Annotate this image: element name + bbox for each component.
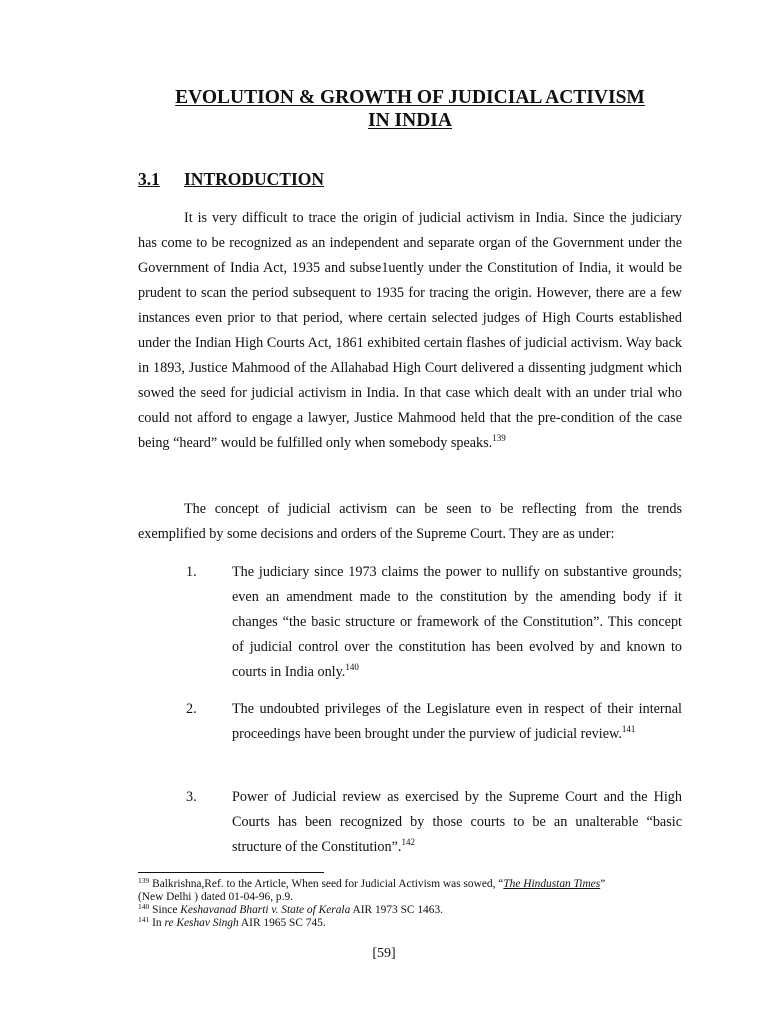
footnote-text: Balkrishna,Ref. to the Article, When seed for Judicial Activism was sowed, “ (152, 878, 504, 890)
list-item-text (232, 560, 682, 685)
footnote-text: AIR 1965 SC 745. (238, 917, 326, 929)
footnote-ref-142[interactable]: 142 (401, 837, 415, 847)
footnote-text: ” (600, 878, 606, 890)
title-line-2: IN INDIA (368, 110, 452, 131)
section-title: INTRODUCTION (184, 169, 325, 189)
list-item-number: 1. (186, 564, 197, 580)
footnote-marker: 141 (138, 915, 150, 924)
footnote-ref-140[interactable]: 140 (345, 662, 359, 672)
footnote-140 (138, 904, 698, 917)
section-number: 3.1 (138, 169, 160, 189)
footnote-source-title: The Hindustan Times (503, 878, 601, 890)
list-item-number: 2. (186, 701, 197, 717)
list-item-number: 3. (186, 789, 197, 805)
paragraph-1-text: It is very difficult to trace the origin of judicial activism in India. Since the judiciary has come to be recognized as an independent and separate organ of the Government under the Government of India Act, 1935 and subse1uently under the Constitution of India, it would be prudent to scan the period subsequent to 1935 for tracing the origin. However, there are a few instances even prior to that period, where certain selected judges of High Courts established under the Indian High Courts Act, 1861 exhibited certain flashes of judicial activism. Way back in 1893, Justice Mahmood of the Allahabad High Court delivered a dissenting judgment which sowed the seed for judicial activism in India. In that case which dealt with an under trial who could not afford to engage a lawyer, Justice Mahmood held that the pre-condition of the case being “heard” would be fulfilled only when somebody speaks. (138, 210, 682, 451)
list-item-3-text: Power of Judicial review as exercised by the Supreme Court and the High Courts has been recognized by those courts to be an unalterable “basic structure of the Constitution”. (232, 789, 682, 855)
footnote-139 (138, 878, 698, 904)
list-item-text (232, 785, 682, 860)
footnote-marker: 139 (138, 876, 150, 885)
list-item-text (232, 697, 682, 747)
paragraph-2-text: The concept of judicial activism can be seen to be reflecting from the trends exemplified by some decisions and orders of the Supreme Court. They are as under: (138, 501, 682, 542)
page-number: [59] (372, 946, 396, 961)
footnote-text: (New Delhi ) dated 01-04-96, p.9. (138, 891, 293, 903)
footnotes (138, 878, 698, 930)
footnote-divider (138, 872, 324, 873)
title-line-1: EVOLUTION & GROWTH OF JUDICIAL ACTIVISM (175, 87, 645, 108)
footnote-ref-141[interactable]: 141 (621, 724, 636, 734)
footnote-141 (138, 917, 698, 930)
footnote-case-name: Keshavanad Bharti v. State of Kerala (180, 904, 351, 916)
section-heading (138, 168, 324, 190)
footnote-case-name: re Keshav Singh (164, 917, 239, 929)
footnote-text: Since (152, 904, 181, 916)
footnote-marker: 140 (138, 902, 150, 911)
footnote-ref-139[interactable]: 139 (492, 433, 506, 443)
list-item-2-text: The undoubted privileges of the Legislature even in respect of their internal proceedings have been brought under the purview of judicial review. (232, 701, 682, 742)
paragraph-1 (138, 206, 682, 456)
document-title (138, 86, 682, 132)
paragraph-2 (138, 497, 682, 547)
footnote-text: In (152, 917, 165, 929)
footnote-text: AIR 1973 SC 1463. (350, 904, 443, 916)
list-item-1-text: The judiciary since 1973 claims the power to nullify on substantive grounds; even an amendment made to the constitution by the amending body if it changes “the basic structure or framework of the Constitution”. This concept of judicial control over the constitution has been evolved by and known to courts in India only. (232, 564, 682, 680)
